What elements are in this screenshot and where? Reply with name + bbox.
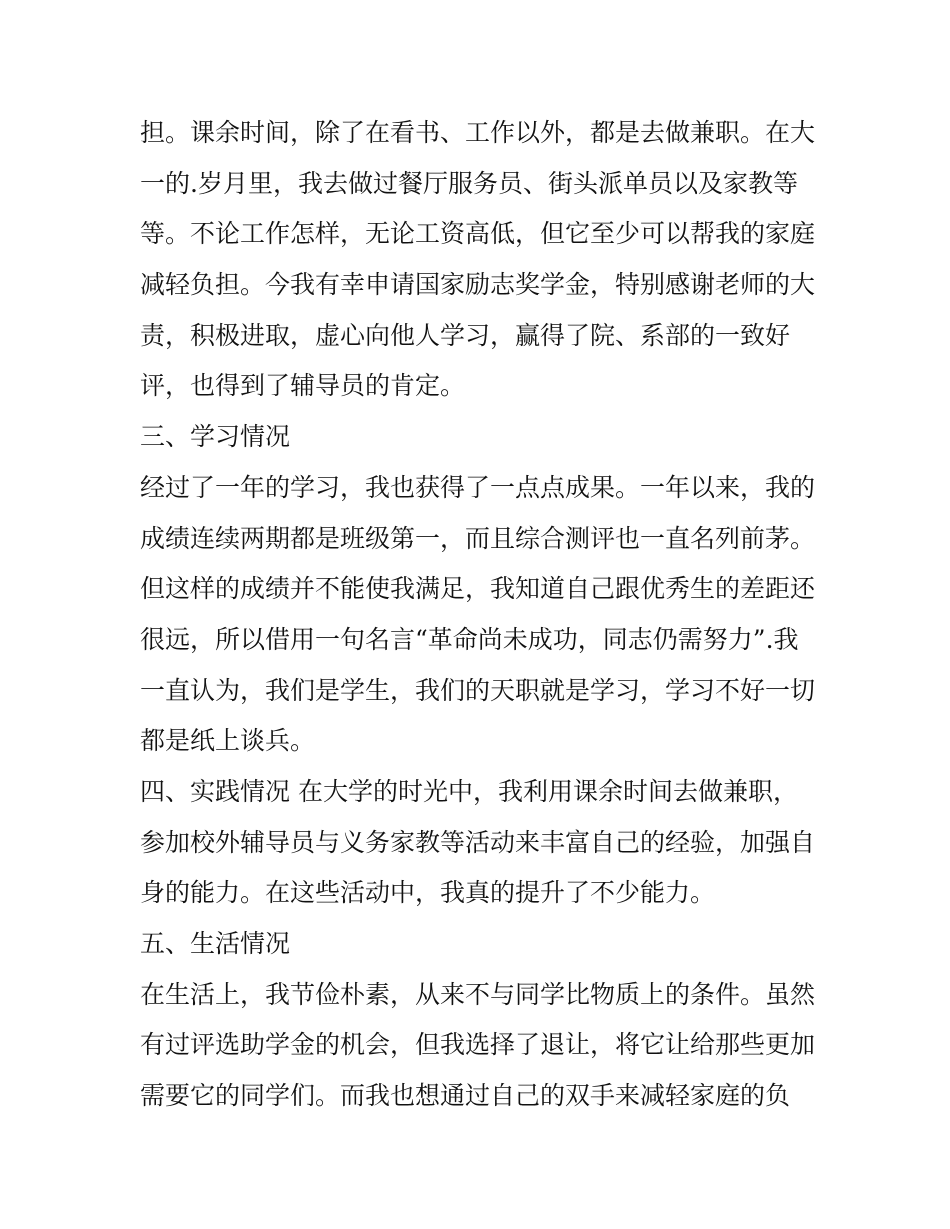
text-line: 成绩连续两期都是班级第一，而且综合测评也一直名列前茅。 <box>140 523 816 553</box>
text-line: 身的能力。在这些活动中，我真的提升了不少能力。 <box>140 878 716 908</box>
text-line: 一的.岁月里，我去做过餐厅服务员、街头派单员以及家教等 <box>140 168 798 198</box>
text-line: 参加校外辅导员与义务家教等活动来丰富自己的经验，加强自 <box>140 827 816 857</box>
text-line: 减轻负担。今我有幸申请国家励志奖学金，特别感谢老师的大 <box>140 270 816 300</box>
text-line: 很远，所以借用一句名言“革命尚未成功，同志仍需努力”.我 <box>140 624 799 654</box>
section-heading: 四、实践情况 在大学的时光中，我利用课余时间去做兼职， <box>140 776 798 806</box>
section-heading: 三、学习情况 <box>140 422 291 452</box>
text-line: 在生活上，我节俭朴素，从来不与同学比物质上的条件。虽然 <box>140 979 816 1009</box>
section-heading: 五、生活情况 <box>140 929 291 958</box>
text-line: 都是纸上谈兵。 <box>140 726 316 756</box>
body-text <box>140 108 820 1122</box>
text-line: 经过了一年的学习，我也获得了一点点成果。一年以来，我的 <box>140 472 816 502</box>
text-line: 但这样的成绩并不能使我满足，我知道自己跟优秀生的差距还 <box>140 574 816 604</box>
text-line: 担。课余时间，除了在看书、工作以外，都是去做兼职。在大 <box>140 118 816 147</box>
text-line: 一直认为，我们是学生，我们的天职就是学习，学习不好一切 <box>140 675 816 705</box>
text-line: 责，积极进取，虚心向他人学习，赢得了院、系部的一致好 <box>140 320 791 350</box>
text-line: 需要它的同学们。而我也想通过自己的双手来减轻家庭的负 <box>140 1081 791 1111</box>
text-line: 评，也得到了辅导员的肯定。 <box>140 371 466 401</box>
text-line: 等。不论工作怎样，无论工资高低，但它至少可以帮我的家庭 <box>140 219 816 249</box>
text-line: 有过评选助学金的机会，但我选择了退让，将它让给那些更加 <box>140 1030 816 1060</box>
